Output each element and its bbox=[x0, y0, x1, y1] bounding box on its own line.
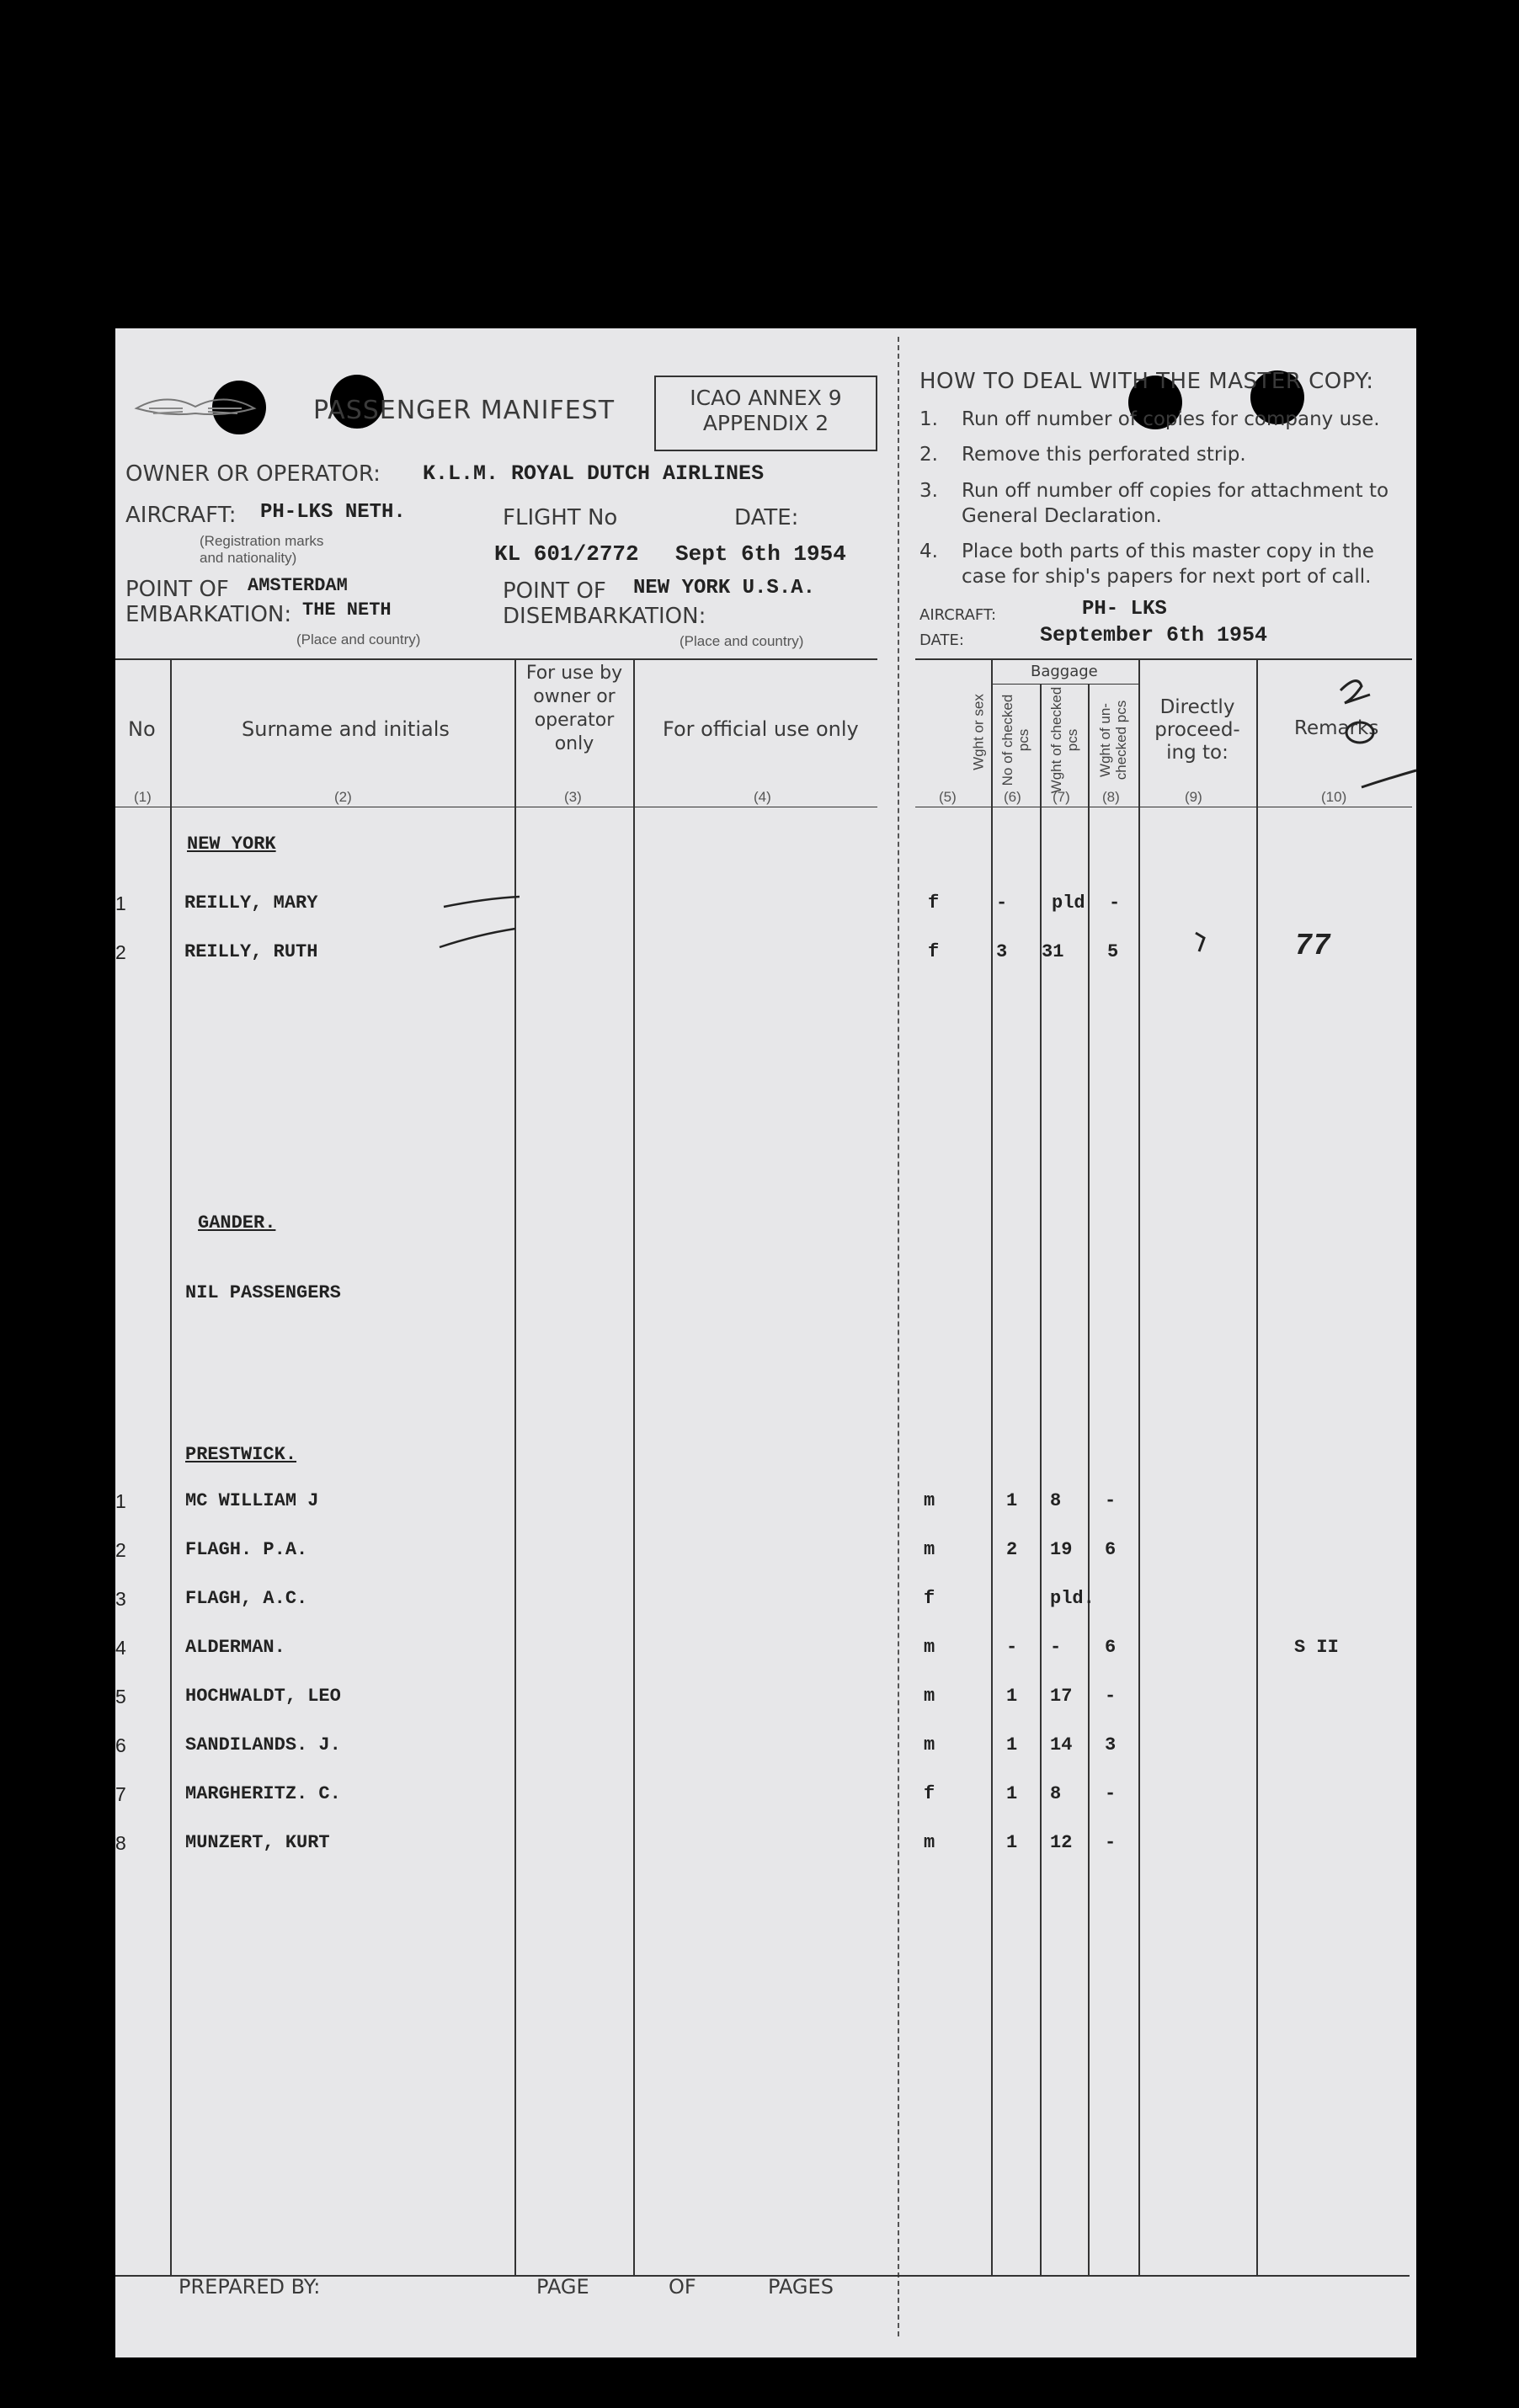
row-no: 2 bbox=[115, 1539, 126, 1561]
place-note: (Place and country) bbox=[680, 633, 804, 649]
passenger-row bbox=[115, 1637, 1416, 1670]
col-checked-pcs: No of checked pcs bbox=[999, 694, 1031, 786]
section-new-york: NEW YORK bbox=[187, 834, 276, 855]
row-wght-unchecked: - bbox=[1105, 1783, 1117, 1804]
handwritten-mark-icon bbox=[1189, 926, 1214, 960]
row-wght-checked: 31 bbox=[1042, 941, 1064, 962]
row-sex: f bbox=[928, 941, 940, 962]
section-gander: GANDER. bbox=[198, 1212, 276, 1233]
row-name: REILLY, MARY bbox=[184, 892, 318, 914]
embarkation-label: EMBARKATION: bbox=[125, 602, 292, 627]
strip-date-label: DATE: bbox=[919, 631, 964, 649]
row-name: MUNZERT, KURT bbox=[185, 1832, 330, 1853]
col-number: (6) bbox=[1004, 789, 1021, 805]
row-wght-checked: 19 bbox=[1050, 1539, 1073, 1560]
baggage-rule bbox=[991, 684, 1138, 685]
col-number: (10) bbox=[1321, 789, 1347, 805]
master-copy-item bbox=[919, 444, 1246, 466]
row-pcs: 1 bbox=[1006, 1832, 1018, 1853]
row-sex: f bbox=[928, 892, 940, 914]
annex-line-2: APPENDIX 2 bbox=[702, 411, 829, 435]
item-text: Run off number of copies for company use. bbox=[962, 408, 1380, 430]
row-wght-checked: 12 bbox=[1050, 1832, 1073, 1853]
gander-note: NIL PASSENGERS bbox=[185, 1282, 341, 1303]
item-number: 4. bbox=[919, 541, 938, 562]
row-pcs: - bbox=[996, 892, 1008, 914]
date-value: Sept 6th 1954 bbox=[675, 541, 846, 567]
row-wght-checked: pld. bbox=[1050, 1588, 1095, 1609]
item-text: Remove this perforated strip. bbox=[962, 444, 1246, 466]
passenger-row bbox=[115, 1686, 1416, 1719]
col-number: (3) bbox=[564, 789, 582, 805]
col-directly: Directly proceed-ing to: bbox=[1154, 696, 1240, 764]
embarkation-value: AMSTERDAM bbox=[248, 575, 348, 596]
row-name: HOCHWALDT, LEO bbox=[185, 1686, 341, 1707]
row-wght-unchecked: - bbox=[1109, 892, 1121, 914]
handwritten-stroke-icon bbox=[435, 888, 528, 956]
passenger-row bbox=[115, 1539, 1416, 1573]
place-note: (Place and country) bbox=[296, 631, 421, 647]
item-number: 3. bbox=[919, 480, 938, 502]
row-sex: f bbox=[924, 1783, 935, 1804]
col-wght-sex: Wght or sex bbox=[970, 694, 987, 770]
master-copy-item bbox=[919, 408, 1380, 430]
item-number: 1. bbox=[919, 408, 938, 430]
item-text: General Declaration. bbox=[962, 505, 1162, 527]
handwritten-mark-icon bbox=[1303, 669, 1420, 804]
passenger-row bbox=[115, 1588, 1416, 1622]
row-name: MARGHERITZ. C. bbox=[185, 1783, 341, 1804]
col-number: (9) bbox=[1185, 789, 1202, 805]
col-baggage: Baggage bbox=[1031, 663, 1098, 680]
row-pcs: 1 bbox=[1006, 1490, 1018, 1511]
row-no: 7 bbox=[115, 1783, 126, 1805]
col-number: (8) bbox=[1102, 789, 1120, 805]
row-remarks: 77 bbox=[1294, 929, 1331, 963]
row-name: SANDILANDS. J. bbox=[185, 1734, 341, 1755]
col-number: (5) bbox=[939, 789, 957, 805]
row-pcs: 3 bbox=[996, 941, 1008, 962]
passenger-row bbox=[115, 892, 1416, 926]
row-wght-checked: - bbox=[1050, 1637, 1062, 1658]
disembarkation-label: POINT OF bbox=[503, 578, 606, 604]
row-wght-checked: 8 bbox=[1050, 1490, 1062, 1511]
col-wght-checked: Wght of checked pcs bbox=[1048, 686, 1080, 794]
row-sex: f bbox=[924, 1588, 935, 1609]
flight-label: FLIGHT No bbox=[503, 505, 618, 530]
embarkation-label: POINT OF bbox=[125, 577, 229, 602]
row-wght-unchecked: 6 bbox=[1105, 1637, 1117, 1658]
passenger-row bbox=[115, 1783, 1416, 1817]
col-remarks: Remarks bbox=[1294, 717, 1379, 739]
annex-box bbox=[654, 376, 877, 451]
annex-line-1: ICAO ANNEX 9 bbox=[690, 386, 842, 410]
row-no: 2 bbox=[115, 941, 126, 963]
row-sex: m bbox=[924, 1539, 935, 1560]
master-copy-title: HOW TO DEAL WITH THE MASTER COPY: bbox=[919, 369, 1374, 394]
row-no: 4 bbox=[115, 1637, 126, 1659]
row-sex: m bbox=[924, 1637, 935, 1658]
row-wght-unchecked: - bbox=[1105, 1832, 1117, 1853]
col-number: (2) bbox=[334, 789, 352, 805]
of-label: OF bbox=[669, 2275, 696, 2299]
row-name: FLAGH, A.C. bbox=[185, 1588, 308, 1609]
row-wght-checked: 14 bbox=[1050, 1734, 1073, 1755]
disembarkation-label: DISEMBARKATION: bbox=[503, 604, 706, 629]
embarkation-value: THE NETH bbox=[302, 599, 392, 621]
row-no: 1 bbox=[115, 1490, 126, 1512]
table-top-rule bbox=[915, 658, 1412, 660]
passenger-row bbox=[115, 1832, 1416, 1866]
row-no: 1 bbox=[115, 892, 126, 914]
table-top-rule bbox=[115, 658, 877, 660]
row-wght-unchecked: 5 bbox=[1107, 941, 1119, 962]
item-number: 2. bbox=[919, 444, 938, 466]
row-name: MC WILLIAM J bbox=[185, 1490, 319, 1511]
page-label: PAGE bbox=[536, 2275, 589, 2299]
col-wght-unchecked: Wght of un-checked pcs bbox=[1097, 700, 1129, 780]
col-owner-use: For use by owner or operator only bbox=[525, 663, 623, 754]
row-wght-checked: pld bbox=[1052, 892, 1085, 914]
date-label: DATE: bbox=[734, 505, 799, 530]
row-wght-checked: 17 bbox=[1050, 1686, 1073, 1707]
col-number: (1) bbox=[134, 789, 152, 805]
disembarkation-value: NEW YORK U.S.A. bbox=[633, 577, 816, 599]
aircraft-label: AIRCRAFT: bbox=[125, 503, 237, 528]
passenger-row bbox=[115, 1490, 1416, 1524]
strip-date-value: September 6th 1954 bbox=[1040, 623, 1268, 647]
col-number: (7) bbox=[1053, 789, 1070, 805]
row-pcs: 1 bbox=[1006, 1686, 1018, 1707]
passenger-row bbox=[115, 1734, 1416, 1768]
perforation-line bbox=[898, 337, 899, 2336]
row-no: 8 bbox=[115, 1832, 126, 1854]
item-text: Place both parts of this master copy in the bbox=[962, 541, 1374, 562]
row-name: REILLY, RUTH bbox=[184, 941, 318, 962]
row-sex: m bbox=[924, 1832, 935, 1853]
prepared-by-label: PREPARED BY: bbox=[179, 2275, 321, 2299]
master-copy-item bbox=[919, 541, 1374, 588]
row-pcs: 1 bbox=[1006, 1734, 1018, 1755]
owner-value: K.L.M. ROYAL DUTCH AIRLINES bbox=[423, 461, 765, 486]
row-wght-unchecked: 6 bbox=[1105, 1539, 1117, 1560]
row-wght-checked: 8 bbox=[1050, 1783, 1062, 1804]
registration-note: (Registration marks bbox=[200, 533, 324, 549]
row-name: FLAGH. P.A. bbox=[185, 1539, 308, 1560]
row-pcs: 2 bbox=[1006, 1539, 1018, 1560]
row-remarks: S II bbox=[1294, 1637, 1339, 1658]
row-no: 6 bbox=[115, 1734, 126, 1756]
section-prestwick: PRESTWICK. bbox=[185, 1444, 297, 1465]
col-surname: Surname and initials bbox=[242, 717, 450, 741]
row-wght-unchecked: 3 bbox=[1105, 1734, 1117, 1755]
pages-label: PAGES bbox=[768, 2275, 834, 2299]
manifest-sheet bbox=[115, 328, 1416, 2357]
row-sex: m bbox=[924, 1490, 935, 1511]
col-no: No bbox=[128, 717, 156, 741]
item-text: case for ship's papers for next port of call. bbox=[962, 566, 1372, 588]
owner-label: OWNER OR OPERATOR: bbox=[125, 461, 381, 487]
master-copy-item bbox=[919, 480, 1389, 527]
row-no: 3 bbox=[115, 1588, 126, 1610]
flight-value: KL 601/2772 bbox=[494, 541, 639, 567]
passenger-row bbox=[115, 929, 1416, 975]
item-text: Run off number off copies for attachment to bbox=[962, 480, 1389, 502]
row-wght-unchecked: - bbox=[1105, 1490, 1117, 1511]
row-sex: m bbox=[924, 1686, 935, 1707]
row-pcs: 1 bbox=[1006, 1783, 1018, 1804]
row-wght-unchecked: - bbox=[1105, 1686, 1117, 1707]
row-pcs: - bbox=[1006, 1637, 1018, 1658]
strip-aircraft-value: PH- LKS bbox=[1082, 598, 1167, 621]
manifest-title: PASSENGER MANIFEST bbox=[313, 396, 616, 425]
aircraft-value: PH-LKS NETH. bbox=[260, 501, 406, 524]
strip-aircraft-label: AIRCRAFT: bbox=[919, 606, 997, 624]
row-name: ALDERMAN. bbox=[185, 1637, 285, 1658]
col-number: (4) bbox=[754, 789, 771, 805]
row-no: 5 bbox=[115, 1686, 126, 1707]
row-sex: m bbox=[924, 1734, 935, 1755]
registration-note: and nationality) bbox=[200, 550, 297, 566]
col-official: For official use only bbox=[663, 717, 859, 741]
klm-logo-icon bbox=[132, 383, 258, 434]
